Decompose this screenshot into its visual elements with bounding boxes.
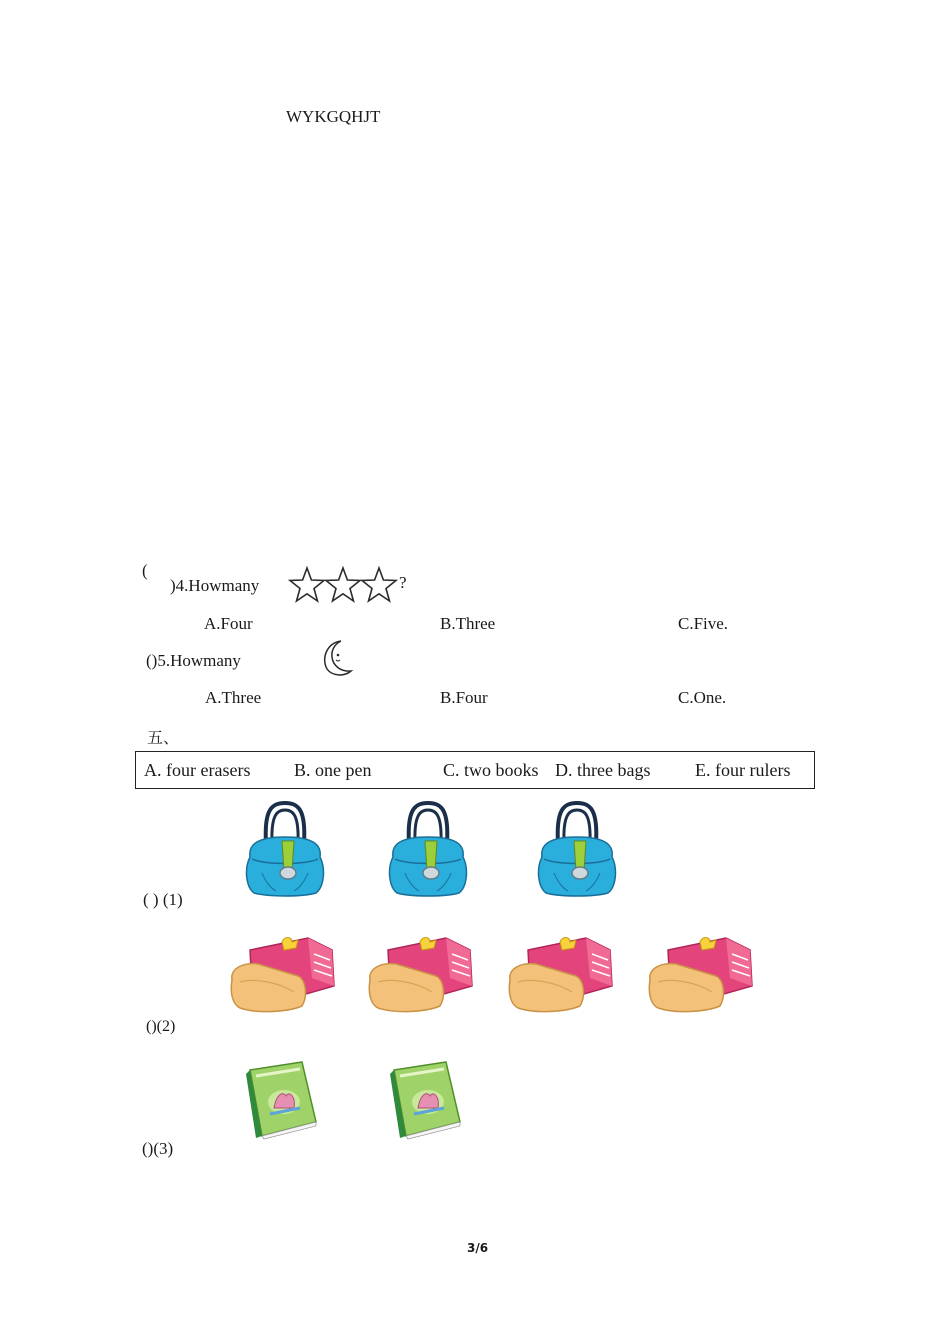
q4-choice-a-wrap [204, 614, 253, 633]
book-picture [388, 1060, 464, 1140]
star-icon [290, 568, 324, 601]
book-icon [244, 1060, 320, 1140]
bag-picture [385, 801, 471, 897]
eraser-picture [506, 936, 614, 1014]
section-label-wrap [147, 725, 180, 747]
q4-prompt: )4.Howmany [170, 576, 260, 595]
header-code: WYKGQHJT [286, 107, 381, 126]
option-bank-box [135, 751, 815, 789]
q5-choice-b: B.Four [440, 688, 488, 707]
item-1-label: ( ) (1) [143, 890, 183, 909]
q5-choice-a-wrap [205, 688, 262, 707]
q5-prompt: ()5.Howmany [146, 651, 241, 670]
item-3-label: ()(3) [142, 1139, 174, 1158]
section-label: 五、 [147, 730, 180, 747]
book-icon [388, 1060, 464, 1140]
moon-picture [317, 638, 357, 678]
option-e: E. four rulers [695, 760, 791, 780]
moon-icon [317, 638, 357, 678]
q4-prompt-wrap [170, 576, 260, 595]
q4-choice-a: A.Four [204, 614, 253, 633]
bag-picture [242, 801, 328, 897]
item-2-label: ()(2) [146, 1018, 176, 1035]
eraser-picture [228, 936, 336, 1014]
book-picture [244, 1060, 320, 1140]
bag-icon [242, 801, 328, 897]
q5-choice-c: C.One. [678, 688, 727, 707]
q4-choice-c: C.Five. [678, 614, 729, 633]
option-d: D. three bags [555, 760, 651, 780]
eraser-icon [366, 936, 474, 1014]
bag-icon [534, 801, 620, 897]
eraser-picture [646, 936, 754, 1014]
star-icon [362, 568, 396, 601]
item-2-label-wrap [146, 1018, 176, 1035]
page-number: 3/6 [467, 1241, 489, 1255]
option-a: A. four erasers [144, 760, 251, 780]
bag-icon [385, 801, 471, 897]
eraser-picture [366, 936, 474, 1014]
q4-question-mark: ? [399, 573, 407, 592]
bag-picture [534, 801, 620, 897]
star-icon [326, 568, 360, 601]
option-b: B. one pen [294, 760, 372, 780]
q5-choice-a: A.Three [205, 688, 262, 707]
option-c: C. two books [443, 760, 539, 780]
q4-choice-b: B.Three [440, 614, 496, 633]
eraser-icon [228, 936, 336, 1014]
q5-choice-b-wrap [440, 688, 488, 707]
q5-choice-c-wrap [678, 688, 727, 707]
eraser-icon [506, 936, 614, 1014]
q4-choice-b-wrap [440, 614, 496, 633]
q4-paren: ( [142, 561, 148, 580]
stars-picture [289, 566, 401, 606]
eraser-icon [646, 936, 754, 1014]
